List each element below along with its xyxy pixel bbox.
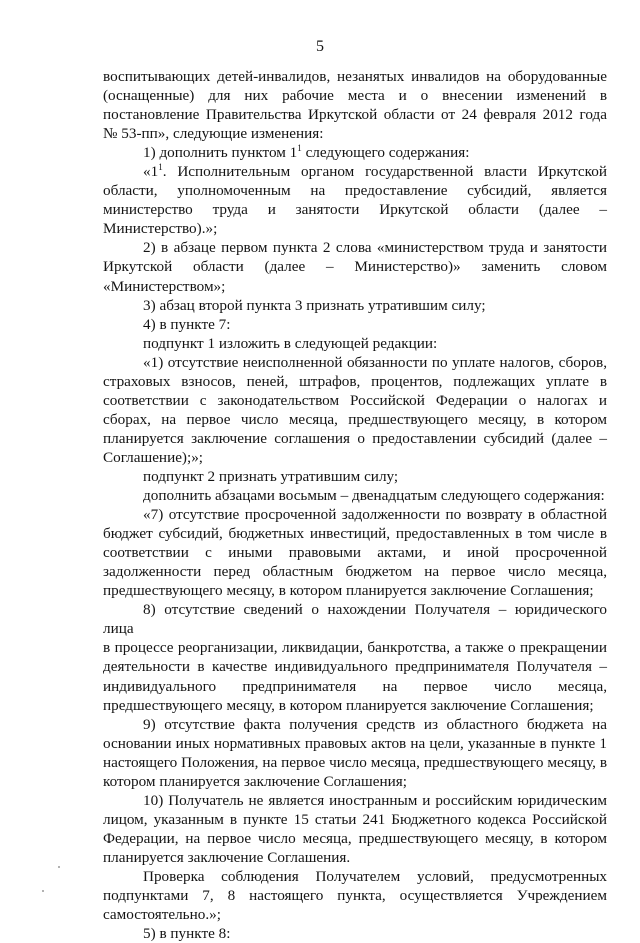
- paragraph-item-4: 4) в пункте 7:: [143, 315, 231, 333]
- text-line: Иркутской области (далее – Министерство)» заменить словом: [103, 258, 607, 276]
- text-fragment: 1) дополнить пунктом 1: [143, 144, 298, 162]
- paragraph-subitem-1: [103, 353, 607, 467]
- paragraph-intro: [103, 67, 607, 143]
- text-line: 9) отсутствие факта получения средств из областного бюджета на: [143, 715, 607, 733]
- paragraph-subitem-10: [103, 791, 607, 867]
- paragraph-item-3: 3) абзац второй пункта 3 признать утратившим силу;: [143, 296, 486, 314]
- text-line: сборах, на первое число месяца, предшествующего месяцу, в котором: [103, 410, 607, 428]
- text-line: планируется заключение соглашения о предоставлении субсидий (далее –: [103, 429, 607, 447]
- document-body: [103, 67, 607, 943]
- text-line: «1) отсутствие неисполненной обязанности по уплате налогов, сборов,: [143, 353, 607, 371]
- text-line: 10) Получатель не является иностранным и российским юридическим: [143, 791, 607, 809]
- text-line: планируется заключение Соглашения.: [103, 848, 351, 866]
- paragraph-item-1: [103, 143, 607, 162]
- text-line: «7) отсутствие просроченной задолженности по возврату в областной: [143, 506, 607, 524]
- text-line: бюджет субсидий, бюджетных инвестиций, предоставленных в том числе в: [103, 525, 607, 543]
- text-line: 2) в абзаце первом пункта 2 слова «министерством труда и занятости: [143, 239, 607, 257]
- paragraph-subitem-2: подпункт 2 признать утратившим силу;: [143, 467, 399, 485]
- paragraph-subitem-9: [103, 715, 607, 791]
- text-line: настоящего Положения, на первое число месяца, предшествующего месяцу, в: [103, 753, 607, 771]
- text-line: самостоятельно.»;: [103, 906, 221, 924]
- text-line: соответствии с иными правовыми актами, и иной просроченной: [103, 544, 607, 562]
- superscript: 1: [297, 143, 302, 154]
- text-line: соответствии с законодательством Российской Федерации о налогах и: [103, 391, 607, 409]
- text-fragment: . Исполнительным органом государственной власти Иркутской: [162, 163, 607, 181]
- paragraph-subitem-8: [103, 600, 607, 714]
- superscript: 1: [158, 162, 163, 173]
- scan-artifact: [42, 890, 44, 892]
- text-line: 8) отсутствие сведений о нахождении Получателя – юридического лица: [103, 601, 607, 638]
- text-fragment: следующего содержания:: [301, 144, 470, 162]
- text-line: Федерации, на первое число месяца, предшествующего месяцу, в котором: [103, 829, 607, 847]
- text-line: Соглашение);»;: [103, 448, 204, 466]
- page-number: 5: [316, 38, 324, 55]
- text-line: воспитывающих детей-инвалидов, незанятых инвалидов на оборудованные: [103, 68, 607, 85]
- paragraph-item-5: 5) в пункте 8:: [143, 925, 231, 943]
- text-line: в процессе реорганизации, ликвидации, банкротства, а также о прекращении: [103, 639, 607, 657]
- text-line: основании иных нормативных правовых актов на цели, указанные в пункте 1: [103, 734, 607, 752]
- paragraph-add-paragraphs: дополнить абзацами восьмым – двенадцатым следующего содержания:: [143, 487, 605, 505]
- text-line: (оснащенные) для них рабочие места и о внесении изменений в: [103, 87, 607, 105]
- text-line: индивидуального предпринимателя на первое число месяца,: [103, 677, 607, 695]
- text-line: предшествующего месяцу, в котором планируется заключение Соглашения;: [103, 582, 594, 600]
- text-line: «Министерством»;: [103, 277, 226, 295]
- text-line: предшествующего месяцу, в котором планируется заключение Соглашения;: [103, 696, 594, 714]
- paragraph-verification: [103, 867, 607, 924]
- paragraph-subitem-7: [103, 505, 607, 600]
- text-line: министерство труда и занятости Иркутской области (далее –: [103, 201, 607, 219]
- text-line: деятельности в качестве индивидуального предпринимателя Получателя –: [103, 658, 607, 676]
- text-line: Министерство).»;: [103, 220, 218, 238]
- text-line: [103, 162, 607, 181]
- paragraph-quote-1-1: [103, 162, 607, 238]
- scan-artifact: [58, 866, 60, 868]
- paragraph-item-2: [103, 238, 607, 295]
- text-line: подпунктами 7, 8 настоящего пункта, осуществляется Учреждением: [103, 887, 607, 905]
- text-line: постановление Правительства Иркутской области от 24 февраля 2012 года: [103, 106, 607, 124]
- paragraph-subitem-1-intro: подпункт 1 изложить в следующей редакции:: [143, 334, 438, 352]
- text-line: задолженности перед областным бюджетом на первое число месяца,: [103, 563, 607, 581]
- text-line: области, уполномоченным на предоставление субсидий, является: [103, 182, 607, 200]
- text-line: страховых взносов, пеней, штрафов, процентов, подлежащих уплате в: [103, 372, 607, 390]
- text-line: Проверка соблюдения Получателем условий, предусмотренных: [143, 867, 607, 885]
- text-line: котором планируется заключение Соглашения;: [103, 772, 407, 790]
- text-line: лицом, указанным в пункте 15 статьи 241 Бюджетного кодекса Российской: [103, 810, 607, 828]
- text-line: № 53-пп», следующие изменения:: [103, 125, 324, 143]
- text-fragment: «1: [143, 163, 159, 181]
